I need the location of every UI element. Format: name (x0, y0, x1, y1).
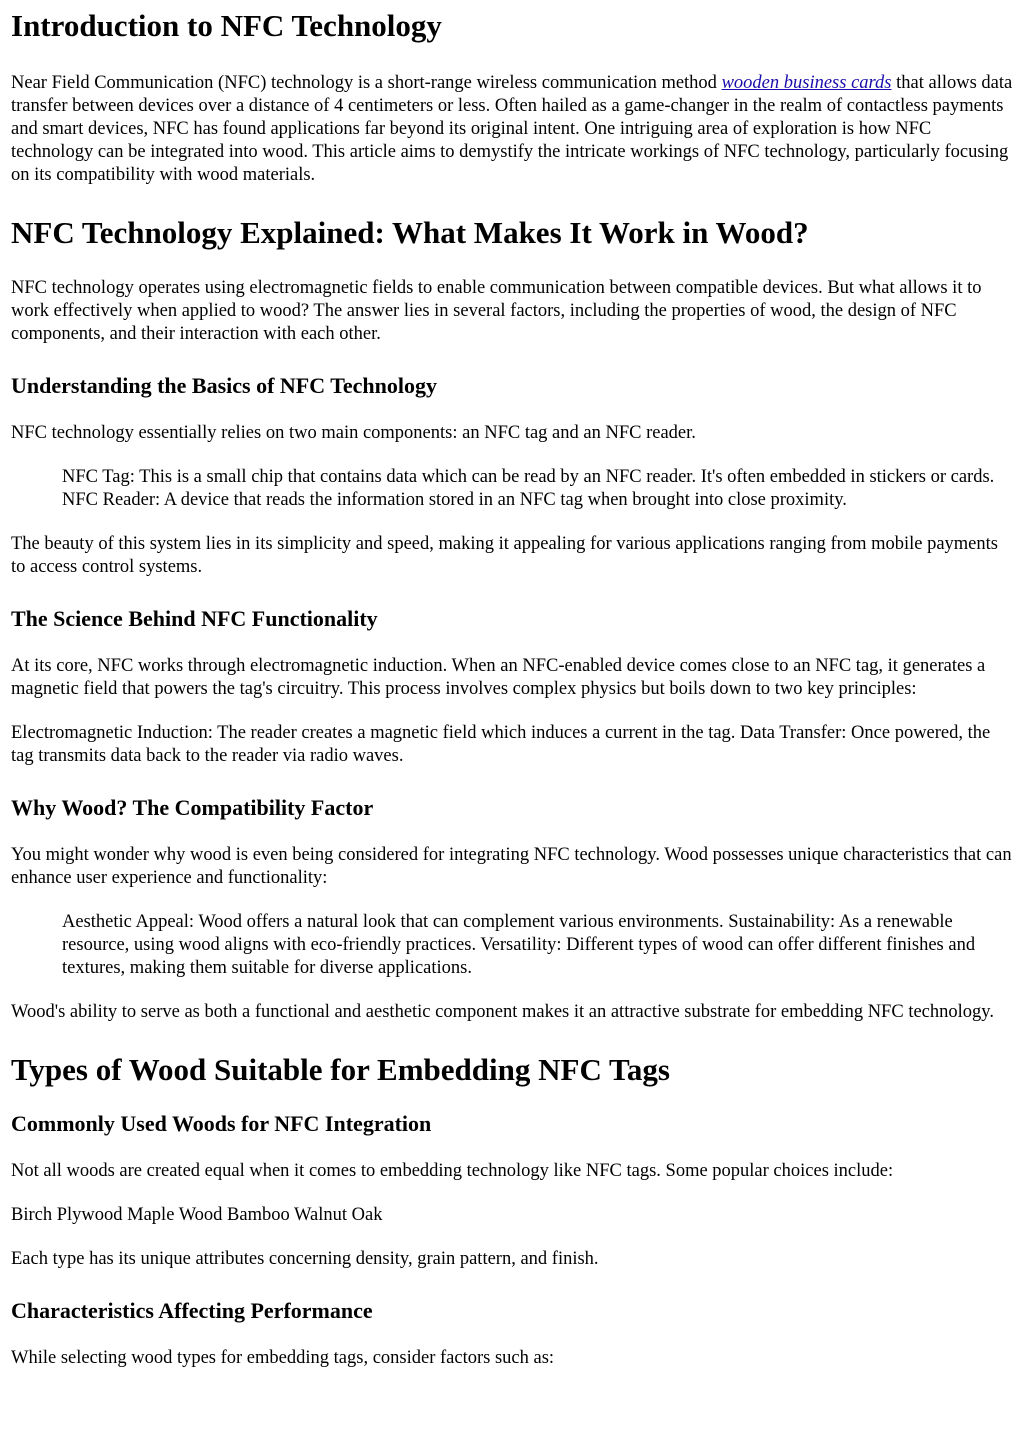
heading-basics: Understanding the Basics of NFC Technology (11, 373, 438, 398)
heading-nfc-explained: NFC Technology Explained: What Makes It Work in Wood? (11, 215, 809, 250)
common-woods-paragraph-2: Each type has its unique attributes concerning density, grain pattern, and finish. (11, 1249, 599, 1269)
intro-text-before-link: Near Field Communication (NFC) technology is a short-range wireless communication method (11, 73, 722, 93)
basics-paragraph: NFC technology essentially relies on two main components: an NFC tag and an NFC reader. (11, 423, 696, 443)
basics-quote: NFC Tag: This is a small chip that contains data which can be read by an NFC reader. It's often embedded in stickers or cards. NFC Reader: A device that reads the information stored in an NFC tag when brought into close proximity. (62, 467, 995, 510)
why-wood-quote: Aesthetic Appeal: Wood offers a natural look that can complement various environments. Sustainability: As a renewable resource, using wood aligns with eco-friendly practices. Versatility: Different types of wood can offer different finishes and textures, making them suitable for diverse applications. (62, 912, 976, 978)
common-woods-paragraph: Not all woods are created equal when it comes to embedding technology like NFC tags. Some popular choices include: (11, 1161, 894, 1181)
wood-list: Birch Plywood Maple Wood Bamboo Walnut Oak (11, 1205, 383, 1225)
why-wood-paragraph: You might wonder why wood is even being considered for integrating NFC technology. Wood possesses unique characteristics that can enhance user experience and functionality: (11, 845, 1012, 888)
intro-text-after-link: that allows data transfer between devices over a distance of 4 centimeters or less. Often hailed as a game-changer in the realm of contactless payments and smart devices, NFC has found applications far beyond its original intent. One intriguing area of exploration is how NFC technology can be integrated into wood. This article aims to demystify the intricate workings of NFC technology, particularly focusing on its compatibility with wood materials. (11, 73, 1013, 185)
basics-paragraph-2: The beauty of this system lies in its simplicity and speed, making it appealing for various applications ranging from mobile payments to access control systems. (11, 534, 998, 577)
heading-characteristics: Characteristics Affecting Performance (11, 1298, 373, 1323)
article (0, 8, 1024, 1370)
science-paragraph: At its core, NFC works through electromagnetic induction. When an NFC-enabled device comes close to an NFC tag, it generates a magnetic field that powers the tag's circuitry. This process involves complex physics but boils down to two key principles: (11, 656, 986, 699)
characteristics-paragraph: While selecting wood types for embedding tags, consider factors such as: (11, 1348, 555, 1368)
heading-types-of-wood: Types of Wood Suitable for Embedding NFC Tags (11, 1052, 670, 1087)
heading-introduction: Introduction to NFC Technology (11, 8, 442, 43)
heading-common-woods: Commonly Used Woods for NFC Integration (11, 1111, 432, 1136)
heading-why-wood: Why Wood? The Compatibility Factor (11, 795, 374, 820)
explained-paragraph: NFC technology operates using electromagnetic fields to enable communication between compatible devices. But what allows it to work effectively when applied to wood? The answer lies in several factors, including the properties of wood, the design of NFC components, and their interaction with each other. (11, 278, 982, 344)
heading-science: The Science Behind NFC Functionality (11, 606, 378, 631)
why-wood-paragraph-2: Wood's ability to serve as both a functional and aesthetic component makes it an attractive substrate for embedding NFC technology. (11, 1002, 994, 1022)
intro-paragraph (11, 72, 1013, 187)
science-paragraph-2: Electromagnetic Induction: The reader creates a magnetic field which induces a current in the tag. Data Transfer: Once powered, the tag transmits data back to the reader via radio waves. (11, 723, 991, 766)
wooden-business-cards-link[interactable]: wooden business cards (721, 73, 892, 93)
